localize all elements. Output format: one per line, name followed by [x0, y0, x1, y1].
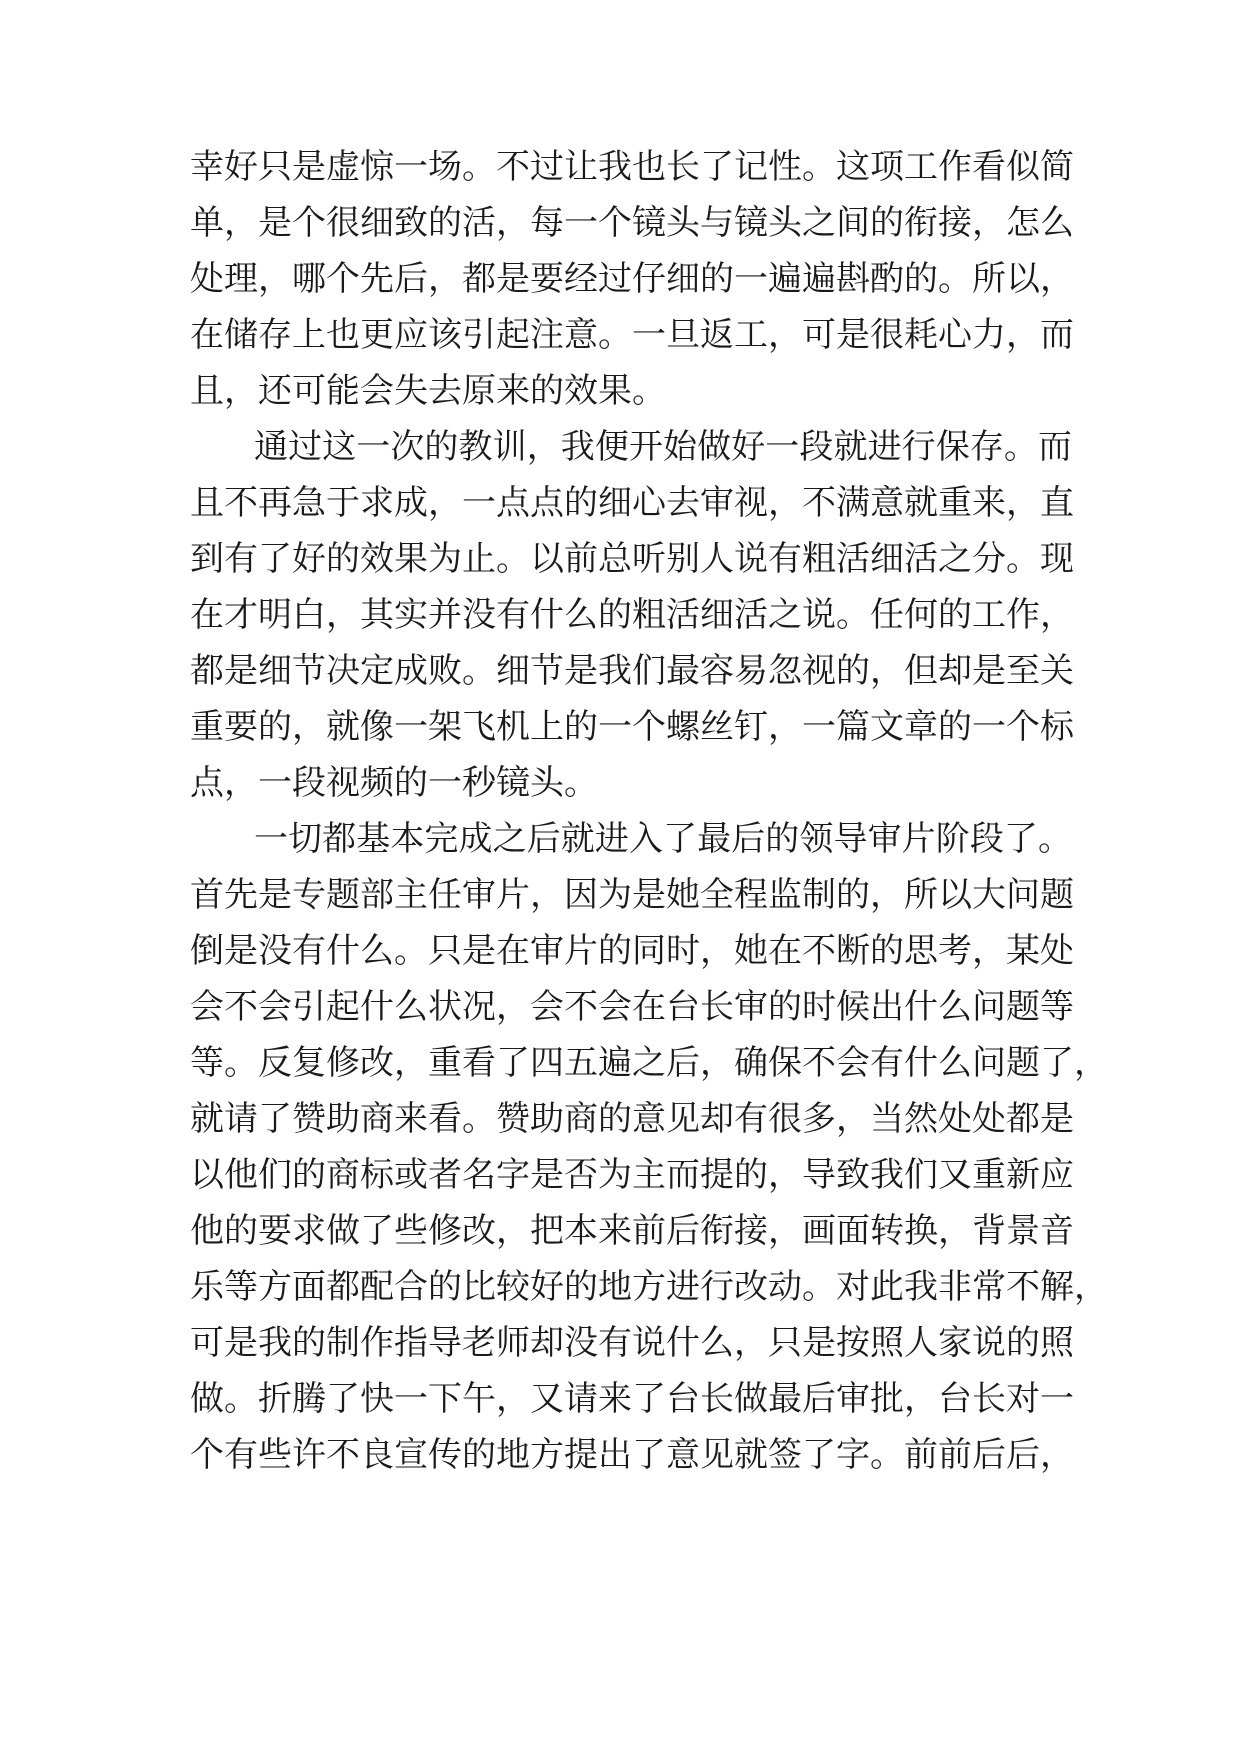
paragraph-line: 在储存上也更应该引起注意。一旦返工，可是很耗心力，而 — [190, 315, 1074, 355]
paragraph-line: 等。反复修改，重看了四五遍之后，确保不会有什么问题了， — [190, 1043, 1108, 1083]
paragraph-line: 乐等方面都配合的比较好的地方进行改动。对此我非常不解， — [190, 1267, 1108, 1307]
paragraph-line: 都是细节决定成败。细节是我们最容易忽视的，但却是至关 — [190, 651, 1074, 691]
paragraph-line: 倒是没有什么。只是在审片的同时，她在不断的思考，某处 — [190, 931, 1074, 971]
paragraph-line: 就请了赞助商来看。赞助商的意见却有很多，当然处处都是 — [190, 1099, 1074, 1139]
paragraph-line: 点，一段视频的一秒镜头。 — [190, 763, 598, 803]
paragraph-line: 在才明白，其实并没有什么的粗活细活之说。任何的工作， — [190, 595, 1074, 635]
paragraph-line: 可是我的制作指导老师却没有说什么，只是按照人家说的照 — [190, 1323, 1074, 1363]
paragraph-line: 处理，哪个先后，都是要经过仔细的一遍遍斟酌的。所以， — [190, 259, 1074, 299]
paragraph-line: 他的要求做了些修改，把本来前后衔接，画面转换，背景音 — [190, 1211, 1074, 1251]
paragraph-line: 通过这一次的教训，我便开始做好一段就进行保存。而 — [254, 427, 1072, 467]
paragraph-line: 到有了好的效果为止。以前总听别人说有粗活细活之分。现 — [190, 539, 1074, 579]
paragraph-line: 以他们的商标或者名字是否为主而提的，导致我们又重新应 — [190, 1155, 1074, 1195]
paragraph-line: 单，是个很细致的活，每一个镜头与镜头之间的衔接，怎么 — [190, 203, 1074, 243]
paragraph-line: 首先是专题部主任审片，因为是她全程监制的，所以大问题 — [190, 875, 1074, 915]
paragraph-line: 做。折腾了快一下午，又请来了台长做最后审批，台长对一 — [190, 1379, 1074, 1419]
paragraph-line: 一切都基本完成之后就进入了最后的领导审片阶段了。 — [254, 819, 1072, 859]
paragraph-line: 幸好只是虚惊一场。不过让我也长了记性。这项工作看似简 — [190, 147, 1074, 187]
paragraph-line: 且不再急于求成，一点点的细心去审视，不满意就重来，直 — [190, 483, 1074, 523]
paragraph-line: 会不会引起什么状况，会不会在台长审的时候出什么问题等 — [190, 987, 1074, 1027]
paragraph-line: 个有些许不良宣传的地方提出了意见就签了字。前前后后， — [190, 1435, 1074, 1475]
paragraph-line: 且，还可能会失去原来的效果。 — [190, 371, 666, 411]
paragraph-line: 重要的，就像一架飞机上的一个螺丝钉，一篇文章的一个标 — [190, 707, 1074, 747]
